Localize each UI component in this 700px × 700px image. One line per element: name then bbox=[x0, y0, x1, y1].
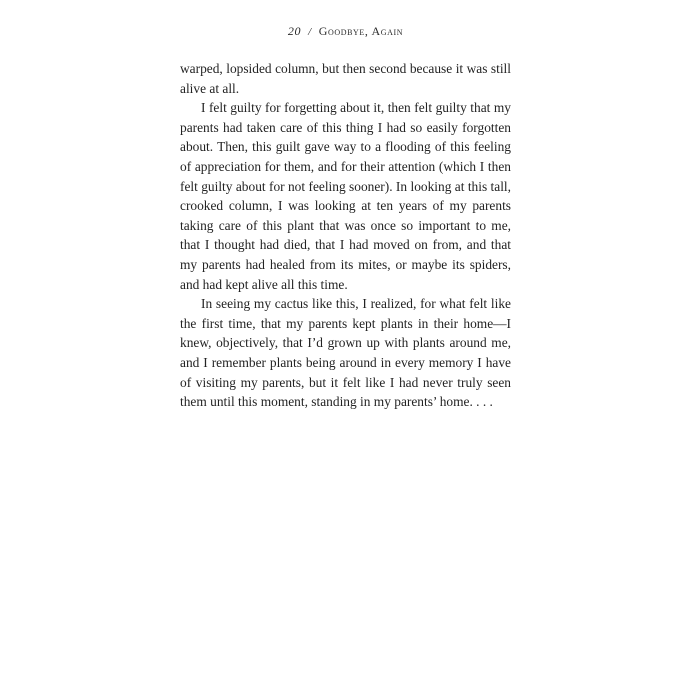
running-head-separator: / bbox=[308, 26, 312, 38]
running-head bbox=[180, 24, 511, 39]
page-number: 20 bbox=[287, 24, 302, 38]
paragraph: In seeing my cactus like this, I realized, for what felt like the first time, that my parents kept plants in their home—I knew, objectively, that I’d grown up with plants around me, and I remember plants being around in every memory I have of visiting my parents, but it felt like I had never truly seen them until this moment, standing in my parents’ home. . . . bbox=[180, 296, 511, 410]
body-text bbox=[180, 59, 511, 412]
paragraph: I felt guilty for forgetting about it, then felt guilty that my parents had taken care of this thing I had so easily forgotten about. Then, this guilt gave way to a flooding of this feeling of appreciation for them, and for their attention (which I then felt guilty about for not feeling sooner). In looking at this tall, crooked column, I was looking at ten years of my parents taking care of this plant that was once so important to me, that I thought had died, that I had moved on from, and that my parents had healed from its mites, or maybe its spiders, and had kept alive all this time. bbox=[180, 100, 511, 292]
paragraph-continued: warped, lopsided column, but then second because it was still alive at all. bbox=[180, 61, 511, 96]
book-title: Goodbye, Again bbox=[318, 24, 404, 38]
